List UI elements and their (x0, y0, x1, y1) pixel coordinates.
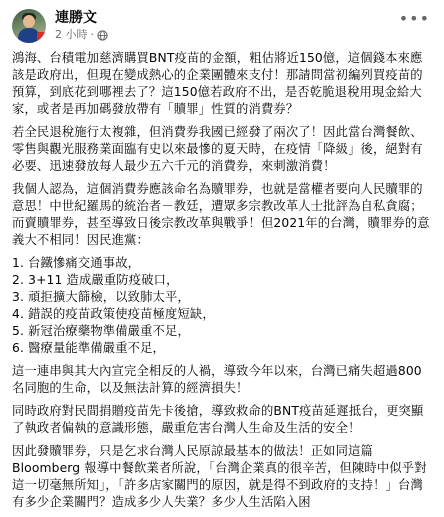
more-horizontal-icon[interactable]: ••• (398, 9, 430, 28)
post-paragraph-4: 這一連串與其大內宣完全相反的人禍，導致今年以來，台灣已痛失超過800名同胞的生命，以及無法計算的經濟損失！ (12, 364, 422, 395)
post-meta (55, 10, 108, 42)
list-item: 1. 台鐵慘痛交通事故， (12, 256, 141, 270)
list-item: 4. 錯誤的疫苗政策使疫苗極度短缺， (12, 307, 215, 321)
list-item: 6. 醫療量能準備嚴重不足， (12, 341, 166, 355)
list-item: 3. 頑拒擴大篩檢，以致肺太平， (12, 290, 190, 304)
post-subline (55, 28, 108, 42)
post-paragraph-5: 同時政府對民間捐贈疫苗先卡後搶，導致救命的BNT疫苗延遲抵台，更突顯了執政者偏執的意識形態，嚴重危害台灣人生命及生活的安全！ (12, 404, 424, 435)
list-item: 2. 3+11 造成嚴重防疫破口， (12, 273, 179, 287)
issue-list (12, 255, 434, 357)
post-timestamp[interactable]: 2 小時 (55, 28, 88, 41)
post-paragraph-6: 因此發贖罪券，只是乞求台灣人民原諒最基本的做法！正如同這篇 Bloomberg 報導中餐飲業者所說，「台灣企業真的很辛苦，但陳時中似乎對這一切毫無所知」，「許多店家關門的原因，就是得不到政府的支持！」台灣有多少企業關門？造成多少人失業？多少人生活陷入困 (12, 444, 427, 509)
post-paragraph-3: 我個人認為，這個消費券應該命名為贖罪券，也就是當權者要向人民贖罪的意思！中世紀羅馬的統治者－教廷，遭眾多宗教改革人士批評為自私貪腐；而賣贖罪券，甚至導致日後宗教改革與戰爭！但2021年的台灣，贖罪券的意義大不相同！因民進黨： (12, 182, 430, 247)
author-name[interactable]: 連勝文 (55, 10, 97, 26)
post-paragraph-1: 鴻海、台積電加慈濟購買BNT疫苗的金額，粗估將近150億，這個錢本來應該是政府出，但現在變成熱心的企業團體來支付！那請問當初編列買疫苗的預算，到底花到哪裡去了？這150億若政府不出，是否乾脆退稅用現金給大家，或者是再加碼發放帶有「贖罪」性質的消費券？ (12, 51, 423, 116)
post-paragraph-2: 若全民退稅施行太複雜，但消費券我國已經發了兩次了！因此當台灣餐飲、零售與觀光服務業面臨有史以來最慘的夏天時，在疫情「降級」後，絕對有必要、迅速發放每人最少五六千元的消費券，來刺激消費！ (12, 125, 423, 173)
post-header (12, 8, 434, 44)
globe-icon[interactable] (97, 30, 108, 41)
meta-separator: · (90, 28, 94, 41)
list-item: 5. 新冠治療藥物準備嚴重不足， (12, 324, 190, 338)
post-body (12, 50, 434, 511)
author-avatar[interactable] (12, 9, 46, 43)
